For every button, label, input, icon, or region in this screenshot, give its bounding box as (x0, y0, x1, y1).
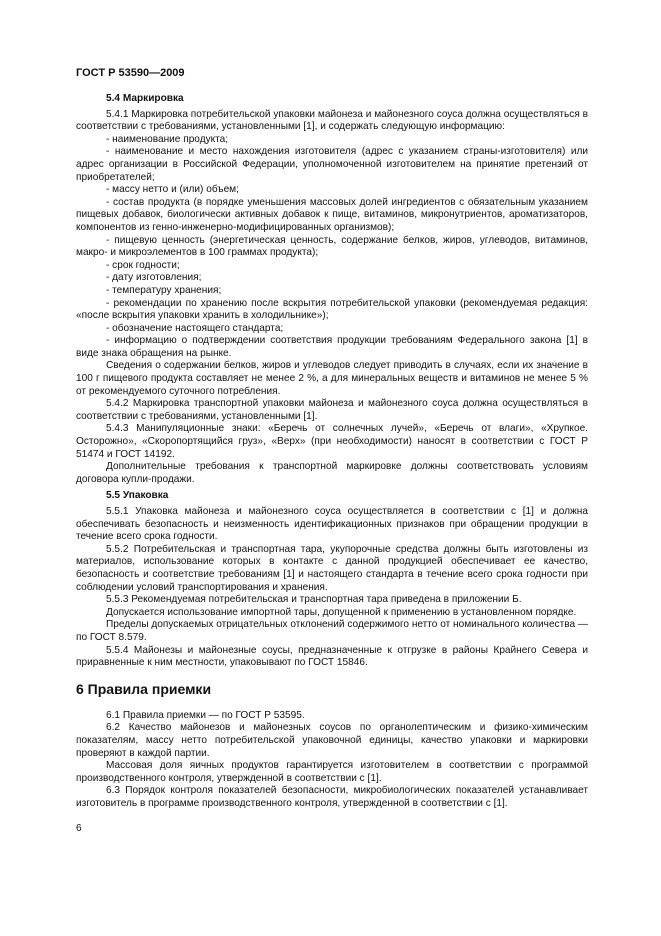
clause-5-4-1: 5.4.1 Маркировка потребительской упаковки майонеза и майонезного соуса должна осуществляться в соответствии с требованиями, установленными [1], и содержать следующую информацию: (76, 108, 588, 133)
clause-5-4-3: 5.4.3 Манипуляционные знаки: «Беречь от солнечных лучей», «Беречь от влаги», «Хрупкое. Осторожно», «Скоропортящийся груз», «Верх» (при необходимости) наносят в соответствии с ГОСТ Р 51474 и ГОСТ 14192. (76, 423, 588, 460)
list-item: - информацию о подтверждении соответствия продукции требованиям Федерального закона [1] в виде знака обращения на рынке. (76, 335, 588, 359)
list-item: - наименование и место нахождения изготовителя (адрес с указанием страны-изготовителя) или адрес организации в Российской Федерации, уполномоченной изготовителем на принятие претензий от приобретателей; (76, 146, 588, 183)
document-body (76, 93, 588, 810)
list-item: - наименование продукта; (106, 133, 229, 145)
section-5-5-title: 5.5 Упаковка (106, 490, 169, 502)
clause-5-5-3-import: Допускается использование импортной тары, допущенной к применению в установленном порядке. (106, 606, 577, 618)
nutrition-note: Сведения о содержании белков, жиров и углеводов следует приводить в случаях, если их значение в 100 г пищевого продукта составляет не менее 2 %, а для минеральных веществ и витаминов не менее 5 % от рекомендуемого суточного потребления. (76, 360, 588, 397)
section-5-4-title: 5.4 Маркировка (106, 93, 184, 104)
clause-6-3: 6.3 Порядок контроля показателей безопасности, микробиологических показателей устанавливает изготовитель в программе производственного контроля, утвержденной в соответствии с [1]. (76, 785, 588, 809)
list-item: - состав продукта (в порядке уменьшения массовых долей ингредиентов с обязательным указанием пищевых добавок, биологически активных добавок к пище, витаминов, микронутриентов, ароматизаторов, компонентов из генно-инженерно-модифицированных организмов); (76, 196, 588, 233)
clause-5-5-1: 5.5.1 Упаковка майонеза и майонезного соуса осуществляется в соответствии с [1] и должна обеспечивать безопасность и неизменность идентификационных признаков при обращении продукции в течение всего срока годности. (76, 506, 588, 543)
clause-5-5-3: 5.5.3 Рекомендуемая потребительская и транспортная тара приведена в приложении Б. (106, 594, 522, 606)
section-6-title: 6 Правила приемки (76, 680, 212, 697)
list-item: - температуру хранения; (106, 284, 222, 296)
clause-6-2-egg: Массовая доля яичных продуктов гарантируется изготовителем в соответствии с программой производственного контроля, утвержденной в соответствии с [1]. (76, 760, 588, 784)
clause-5-5-2: 5.5.2 Потребительская и транспортная тара, укупорочные средства должны быть изготовлены из материалов, использование которых в контакте с данной продукцией обеспечивает ее качество, безопасность и соответствие требованиям [1] и настоящего стандарта в течение всего срока годности при соблюдении условий транспортирования и хранения. (76, 543, 588, 593)
list-item: - дату изготовления; (106, 272, 202, 284)
clause-5-4-3-extra: Дополнительные требования к транспортной маркировке должны соответствовать условиям договора купли-продажи. (76, 461, 588, 485)
clause-5-4-2: 5.4.2 Маркировка транспортной упаковки майонеза и майонезного соуса должна осуществляться в соответствии с требованиями, установленными [1]. (76, 398, 588, 422)
list-item: - срок годности; (106, 259, 180, 271)
clause-5-5-4: 5.5.4 Майонезы и майонезные соусы, предназначенные к отгрузке в районы Крайнего Севера и приравненные к ним местности, упаковывают по ГОСТ 15846. (76, 644, 588, 669)
document-header: ГОСТ Р 53590—2009 (76, 67, 185, 79)
clause-5-5-3-limits: Пределы допускаемых отрицательных отклонений содержимого нетто от номинального количества — по ГОСТ 8.579. (76, 619, 588, 643)
list-item: - пищевую ценность (энергетическая ценность, содержание белков, жиров, углеводов, витаминов, макро- и микроэлементов в 100 граммах продукта); (76, 234, 588, 259)
list-item: - обозначение настоящего стандарта; (106, 322, 284, 334)
page-number: 6 (76, 823, 82, 834)
list-item: - рекомендации по хранению после вскрытия потребительской упаковки (рекомендуемая редакция: «после вскрытия упаковки хранить в холодильнике»); (76, 297, 588, 322)
list-item: - массу нетто и (или) объем; (106, 184, 239, 196)
clause-6-1: 6.1 Правила приемки — по ГОСТ Р 53595. (106, 709, 305, 721)
clause-6-2: 6.2 Качество майонезов и майонезных соусов по органолептическим и физико-химическим показателям, массу нетто потребительской упаковочной единицы, качество упаковки и маркировки проверяют в каждой партии. (76, 722, 588, 759)
